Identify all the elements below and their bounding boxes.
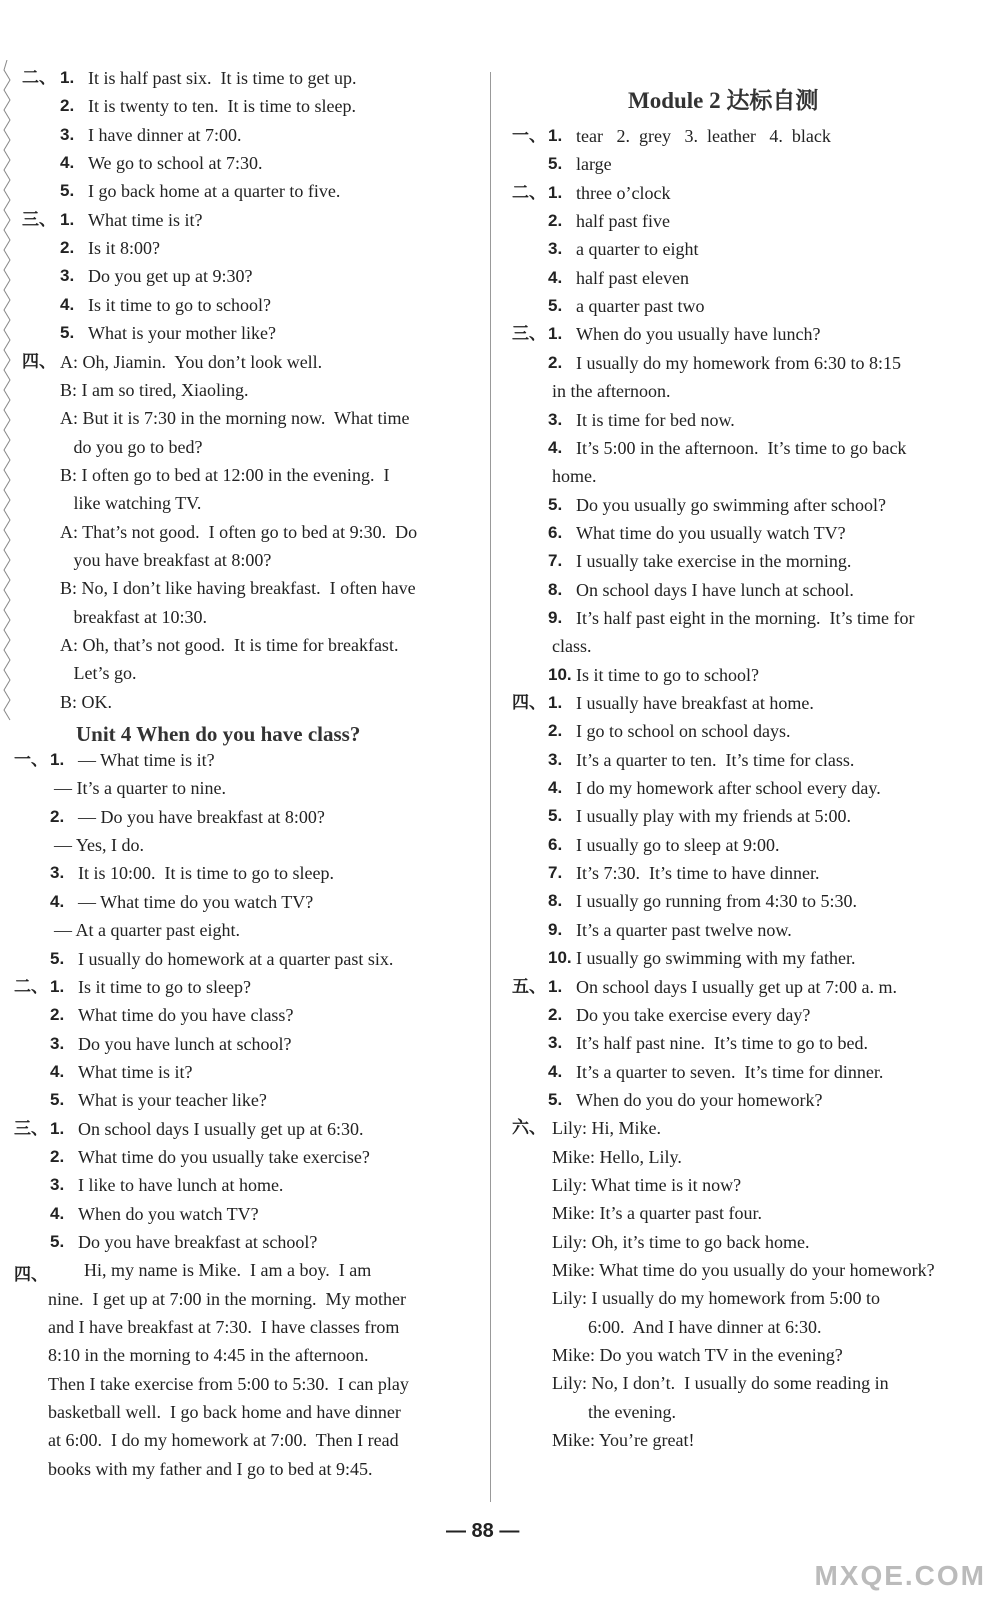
- answer-text: Is it time to go to school?: [88, 294, 271, 315]
- answer-text: On school days I have lunch at school.: [576, 579, 854, 600]
- answer-text: Mike: You’re great!: [552, 1430, 695, 1451]
- item-number: 5.: [548, 494, 563, 514]
- answer-text: I usually have breakfast at home.: [576, 693, 814, 713]
- answer-text: you have breakfast at 8:00?: [60, 549, 272, 570]
- section-marker: 三、: [14, 1118, 48, 1139]
- answer-text: Is it time to go to sleep?: [78, 976, 251, 997]
- item-number: 2.: [548, 721, 563, 741]
- item-number: 2.: [548, 1004, 563, 1024]
- answer-text: It’s half past nine. It’s time to go to bed.: [576, 1033, 868, 1054]
- binding-zigzag: [2, 60, 12, 1510]
- section-marker: 二、: [22, 68, 56, 88]
- answer-text: — What time do you watch TV?: [78, 891, 314, 912]
- answer-text: It’s 7:30. It’s time to have dinner.: [576, 863, 820, 884]
- item-number: 2.: [548, 352, 563, 372]
- item-number: 5.: [548, 1089, 563, 1109]
- answer-text: What time do you usually take exercise?: [78, 1146, 370, 1167]
- answer-text: Do you get up at 9:30?: [88, 266, 253, 287]
- item-number: 3.: [548, 749, 563, 769]
- item-number: 3.: [548, 409, 563, 429]
- item-number: 1.: [60, 68, 75, 87]
- answer-text: large: [576, 154, 612, 175]
- passage-line: 8:10 in the morning to 4:45 in the afternoon.: [48, 1345, 369, 1366]
- answer-text: When do you do your homework?: [576, 1089, 823, 1110]
- answer-text: — Do you have breakfast at 8:00?: [78, 806, 325, 827]
- section-marker: 四、: [14, 1265, 48, 1286]
- answer-text: It is 10:00. It is time to go to sleep.: [78, 863, 334, 884]
- item-number: 5.: [50, 1232, 65, 1251]
- answer-text: B: No, I don’t like having breakfast. I often have: [60, 578, 416, 599]
- answer-text: Is it 8:00?: [88, 238, 160, 259]
- item-number: 1.: [50, 976, 65, 996]
- answer-text: It is half past six. It is time to get up.: [88, 68, 357, 88]
- item-number: 6.: [548, 522, 563, 542]
- answer-text: half past eleven: [576, 267, 689, 288]
- answer-text: — What time is it?: [78, 750, 215, 771]
- answer-text: Mike: It’s a quarter past four.: [552, 1203, 762, 1224]
- answer-text: It’s 5:00 in the afternoon. It’s time to go back: [576, 437, 907, 458]
- answer-text: Mike: Do you watch TV in the evening?: [552, 1345, 843, 1366]
- watermark-logo: MXQE.COM: [814, 1560, 986, 1591]
- item-number: 2.: [60, 96, 75, 116]
- section-marker: 六、: [512, 1118, 546, 1139]
- item-number: 1.: [50, 1118, 65, 1138]
- answer-text: Lily: I usually do my homework from 5:00 to: [552, 1288, 880, 1309]
- item-number: 1.: [50, 750, 65, 770]
- item-number: 3.: [60, 266, 75, 286]
- item-number: 1.: [548, 693, 563, 712]
- answer-text: class.: [552, 636, 592, 657]
- passage-line: at 6:00. I do my homework at 7:00. Then I read: [48, 1430, 399, 1451]
- answer-text: half past five: [576, 211, 670, 232]
- answer-text: Do you have lunch at school?: [78, 1033, 292, 1054]
- item-number: 2.: [548, 211, 563, 231]
- section-marker: 二、: [14, 976, 48, 997]
- answer-text: It is twenty to ten. It is time to sleep.: [88, 96, 356, 117]
- answer-text: When do you usually have lunch?: [576, 324, 821, 345]
- item-number: 4.: [548, 1061, 563, 1081]
- answer-text: What is your teacher like?: [78, 1090, 267, 1111]
- item-number: 4.: [548, 267, 563, 287]
- item-number: 5.: [548, 154, 563, 174]
- answer-text: Mike: What time do you usually do your homework?: [552, 1260, 935, 1280]
- answer-text: do you go to bed?: [60, 436, 203, 457]
- answer-text: I usually do my homework from 6:30 to 8:15: [576, 352, 901, 373]
- answer-text: What time do you usually watch TV?: [576, 522, 846, 543]
- item-number: 1.: [60, 209, 75, 229]
- section-marker: 三、: [22, 209, 56, 230]
- answer-text: tear 2. grey 3. leather 4. black: [576, 126, 831, 146]
- item-number: 10.: [548, 664, 572, 684]
- answer-text: A: Oh, Jiamin. You don’t look well.: [60, 351, 323, 372]
- section-marker: 五、: [512, 976, 546, 997]
- answer-text: a quarter past two: [576, 296, 705, 317]
- answer-text: like watching TV.: [60, 493, 202, 514]
- item-number: 4.: [60, 153, 75, 173]
- answer-text: B: I often go to bed at 12:00 in the evening. I: [60, 464, 390, 485]
- answer-text: A: But it is 7:30 in the morning now. What time: [60, 408, 410, 429]
- passage-line: books with my father and I go to bed at 9:45.: [48, 1458, 373, 1479]
- item-number: 6.: [548, 834, 563, 854]
- passage-line: Then I take exercise from 5:00 to 5:30. I can play: [48, 1373, 409, 1394]
- item-number: 2.: [50, 1005, 65, 1025]
- section-marker: 四、: [22, 351, 56, 372]
- page-number: — 88 —: [446, 1520, 520, 1542]
- item-number: 3.: [60, 124, 75, 144]
- answer-text: It’s half past eight in the morning. It’s time for: [576, 607, 915, 628]
- item-number: 3.: [50, 1033, 65, 1053]
- answer-text: Lily: Hi, Mike.: [552, 1118, 661, 1139]
- answer-text: Lily: No, I don’t. I usually do some reading in: [552, 1373, 889, 1394]
- answer-text: I usually go to sleep at 9:00.: [576, 834, 780, 855]
- item-number: 3.: [548, 239, 563, 259]
- item-number: 1.: [548, 324, 563, 344]
- item-number: 5.: [60, 181, 75, 201]
- passage-line: and I have breakfast at 7:30. I have classes from: [48, 1317, 400, 1338]
- answer-text: B: OK.: [60, 691, 113, 712]
- item-number: 5.: [60, 323, 75, 343]
- answer-text: I have dinner at 7:00.: [88, 124, 242, 145]
- answer-text: B: I am so tired, Xiaoling.: [60, 379, 249, 400]
- answer-text: 6:00. And I have dinner at 6:30.: [552, 1316, 822, 1337]
- module-heading: Module 2 达标自测: [628, 88, 819, 113]
- answer-text: What is your mother like?: [88, 323, 276, 344]
- item-number: 2.: [60, 238, 75, 258]
- answer-text: — At a quarter past eight.: [54, 920, 240, 941]
- item-number: 4.: [548, 778, 563, 798]
- item-number: 2.: [50, 1146, 65, 1166]
- item-number: 9.: [548, 919, 563, 939]
- passage-line: Hi, my name is Mike. I am a boy. I am: [48, 1260, 372, 1281]
- passage-line: basketball well. I go back home and have dinner: [48, 1402, 401, 1423]
- answer-text: I go to school on school days.: [576, 721, 791, 742]
- answer-text: home.: [552, 466, 597, 487]
- column-divider: [490, 72, 491, 1502]
- item-number: 5.: [50, 948, 65, 968]
- section-marker: 二、: [512, 182, 546, 203]
- answer-text: Lily: What time is it now?: [552, 1174, 742, 1195]
- answer-text: What time do you have class?: [78, 1005, 294, 1026]
- answer-text: We go to school at 7:30.: [88, 153, 263, 174]
- answer-text: I do my homework after school every day.: [576, 778, 881, 799]
- answer-text: Let’s go.: [60, 663, 137, 684]
- item-number: 1.: [548, 126, 563, 145]
- section-marker: 一、: [512, 126, 546, 146]
- item-number: 1.: [548, 976, 563, 996]
- answer-text: On school days I usually get up at 7:00 a. m.: [576, 976, 897, 997]
- answer-text: Is it time to go to school?: [576, 664, 759, 685]
- item-number: 1.: [548, 182, 563, 202]
- answer-text: When do you watch TV?: [78, 1203, 259, 1224]
- answer-text: I go back home at a quarter to five.: [88, 181, 341, 202]
- section-marker: 一、: [14, 750, 48, 771]
- item-number: 4.: [50, 1203, 65, 1223]
- answer-text: Lily: Oh, it’s time to go back home.: [552, 1231, 810, 1252]
- answer-text: the evening.: [552, 1401, 676, 1422]
- answer-text: — It’s a quarter to nine.: [54, 778, 226, 799]
- answer-text: — Yes, I do.: [54, 835, 145, 856]
- answer-text: I usually go swimming with my father.: [576, 948, 856, 969]
- answer-text: I usually take exercise in the morning.: [576, 551, 852, 572]
- answer-text: Do you take exercise every day?: [576, 1004, 811, 1025]
- answer-text: three o’clock: [576, 182, 671, 203]
- item-number: 10.: [548, 948, 572, 968]
- item-number: 2.: [50, 806, 65, 826]
- answer-text: It is time for bed now.: [576, 409, 735, 430]
- item-number: 3.: [50, 1175, 65, 1195]
- answer-text: I usually play with my friends at 5:00.: [576, 806, 851, 827]
- answer-text: I usually go running from 4:30 to 5:30.: [576, 891, 857, 912]
- answer-text: a quarter to eight: [576, 239, 699, 260]
- answer-text: What time is it?: [88, 209, 203, 230]
- item-number: 8.: [548, 579, 563, 599]
- passage-line: nine. I get up at 7:00 in the morning. My mother: [48, 1288, 406, 1309]
- answer-text: A: That’s not good. I often go to bed at 9:30. Do: [60, 521, 418, 542]
- item-number: 8.: [548, 891, 563, 911]
- answer-text: Mike: Hello, Lily.: [552, 1146, 682, 1167]
- answer-text: It’s a quarter past twelve now.: [576, 919, 792, 940]
- item-number: 9.: [548, 607, 563, 627]
- item-number: 4.: [50, 891, 65, 911]
- answer-text: It’s a quarter to seven. It’s time for dinner.: [576, 1061, 884, 1082]
- item-number: 3.: [50, 863, 65, 883]
- answer-text: A: Oh, that’s not good. It is time for breakfast.: [60, 635, 399, 655]
- answer-text: Do you have breakfast at school?: [78, 1232, 318, 1252]
- unit-heading: Unit 4 When do you have class?: [76, 722, 361, 747]
- section-marker: 四、: [512, 693, 546, 713]
- item-number: 4.: [50, 1061, 65, 1081]
- answer-text: It’s a quarter to ten. It’s time for class.: [576, 749, 855, 770]
- item-number: 3.: [548, 1033, 563, 1053]
- item-number: 7.: [548, 863, 563, 883]
- answer-text: I like to have lunch at home.: [78, 1175, 284, 1196]
- answer-text: in the afternoon.: [552, 381, 671, 402]
- answer-text: Do you usually go swimming after school?: [576, 494, 886, 515]
- answer-text: On school days I usually get up at 6:30.: [78, 1118, 364, 1139]
- section-marker: 三、: [512, 324, 546, 345]
- item-number: 5.: [548, 296, 563, 316]
- answer-text: I usually do homework at a quarter past six.: [78, 948, 394, 969]
- item-number: 5.: [548, 806, 563, 826]
- item-number: 4.: [548, 437, 563, 457]
- answer-text: What time is it?: [78, 1061, 193, 1082]
- item-number: 4.: [60, 294, 75, 314]
- answer-text: breakfast at 10:30.: [60, 606, 207, 627]
- item-number: 5.: [50, 1090, 65, 1110]
- item-number: 7.: [548, 551, 563, 571]
